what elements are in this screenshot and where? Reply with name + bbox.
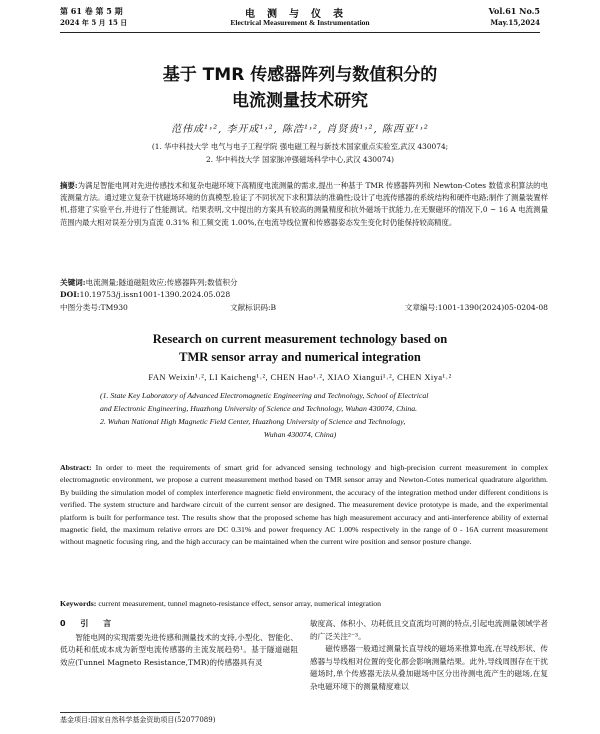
affiliation-zh-2: 2. 华中科技大学 国家脉冲强磁场科学中心,武汉 430074) — [206, 155, 394, 164]
affiliations-zh — [60, 140, 540, 166]
abstract-en-label: Abstract: — [60, 463, 92, 472]
volume-cn: 第 61 卷 第 5 期 — [60, 6, 123, 16]
title-zh-line2: 电流测量技术研究 — [232, 91, 368, 111]
section-number: 0 — [60, 619, 72, 628]
abstract-zh-text: 为满足智能电网对先进传感技术和复杂电磁环境下高精度电流测量的需求,提出一种基于 TMR 传感器阵列和 Newton-Cotes 数值求积算法的电流测量方法。通过建立复杂干扰磁场环境的仿真模型,验证了不同状况下求积算法的准确性;设计了电流传感器的系统结构和硬件电路;制作了测量装置样机,搭建了实验平台,并进行了性能测试。结果表明,文中提出的方案具有较高的测量精度和抗外磁场干扰能力,在无聚磁环的情况下,0 ~ 16 A 电流测量范围内最大相对误差分别为直流 0.31% 和工频交流 1.00%,在电流导线位置和传感器姿态发生变化时仍能保持较高精度。 — [60, 181, 548, 227]
body-column-right — [310, 618, 548, 694]
abstract-zh-label: 摘要: — [60, 181, 78, 190]
journal-name-en: Electrical Measurement & Instrumentation — [230, 18, 370, 27]
affiliation-en-4: Wuhan 430074, China) — [263, 430, 337, 439]
affiliations-en — [100, 389, 500, 441]
authors-zh: 范伟成¹˒², 李开成¹˒², 陈浩¹˒², 肖贤贵¹˒², 陈西亚¹˒² — [171, 124, 429, 135]
section-heading — [60, 618, 298, 631]
affiliation-en-3: 2. Wuhan National High Magnetic Field Center, Huazhong University of Science and Technology, — [100, 417, 406, 426]
clc-number: 中图分类号:TM930 — [60, 303, 128, 312]
keywords-en-text: current measurement, tunnel magneto-resistance effect, sensor array, numerical integration — [98, 599, 382, 608]
date-cn: 2024 年 5 月 15 日 — [60, 18, 128, 27]
header-divider — [60, 32, 540, 33]
authors-en: FAN Weixin¹˒², LI Kaicheng¹˒², CHEN Hao¹˒², XIAO Xiangui¹˒², CHEN Xiya¹˒² — [148, 372, 452, 382]
body-paragraph-right-2: 磁传感器一般通过测量长直导线的磁场来推算电流,在导线形状、传感器与导线相对位置的变化都会影响测量结果。此外,导线周围存在干扰磁场时,单个传感器无法从叠加磁场中区分出待测电流产生的磁场,在复杂电磁环境下的测量精度难以 — [310, 644, 548, 691]
doi — [60, 289, 548, 301]
volume-en: Vol.61 No.5 — [488, 6, 540, 16]
date-en: May.15,2024 — [490, 18, 540, 27]
body-paragraph-left: 智能电网的实现需要先进传感和测量技术的支持,小型化、智能化、低功耗和低成本成为新型电流传感器的主流发展趋势¹。基于隧道磁阻效应(Tunnel Magneto Resistance,TMR)的传感器具有灵 — [60, 632, 298, 667]
title-en-line1: Research on current measurement technology based on — [152, 332, 448, 346]
section-title: 引 言 — [80, 619, 118, 628]
title-en — [60, 330, 540, 366]
abstract-en — [60, 462, 548, 549]
keywords-en — [60, 598, 548, 610]
document-code: 文献标识码:B — [230, 303, 277, 312]
journal-subheader — [60, 18, 540, 30]
body-paragraph-right-1: 敏度高、体积小、功耗低且交直流均可测的特点,引起电流测量领域学者的广泛关注²⁻³。 — [310, 619, 548, 641]
keywords-zh — [60, 277, 548, 289]
doi-text: 10.19753/j.issn1001-1390.2024.05.028 — [79, 290, 231, 299]
abstract-en-text: In order to meet the requirements of smart grid for advanced sensing technology and high-precision current measurement in complex electromagnetic environment, we propose a current measurement method based on TMR sensor array and Newton-Cotes numerical quadrature algorithm. By building the simulation model of complex interference magnetic field environment, the accuracy of the integration method under different conditions is verified. The system structure and hardware circuit of the current sensor are designed. The measurement device prototype is made, and the experimental platform is built for performance test. The results show that the proposed scheme has high measurement accuracy and anti-interference ability of external magnetic field, the maximum relative errors are DC 0.31% and power frequency AC 1.00% respectively in the range of 0 - 16A current measurement without magnetic focusing ring, and the high accuracy can be maintained when the current wire position and sensor posture change. — [60, 463, 548, 547]
title-zh — [60, 62, 540, 114]
article-number: 文章编号:1001-1390(2024)05-0204-08 — [404, 303, 548, 312]
abstract-zh — [60, 180, 548, 229]
footnote-funding: 基金项目:国家自然科学基金资助项目(52077089) — [60, 716, 216, 724]
title-en-line2: TMR sensor array and numerical integration — [179, 350, 421, 364]
doi-label: DOI: — [60, 290, 80, 299]
keywords-zh-text: 电流测量;隧道磁阻效应;传感器阵列;数值积分 — [85, 278, 238, 287]
footnote-divider — [60, 712, 180, 713]
keywords-en-label: Keywords: — [60, 599, 97, 608]
journal-name-cn: 电测与仪表 — [245, 9, 355, 20]
classification-row — [60, 302, 548, 314]
affiliation-en-2: and Electronic Engineering, Huazhong University of Science and Technology, Wuhan 430074, China. — [100, 404, 418, 413]
title-zh-line1: 基于 TMR 传感器阵列与数值积分的 — [162, 65, 438, 85]
affiliation-en-1: (1. State Key Laboratory of Advanced Electromagnetic Engineering and Technology, School of Electrical — [100, 391, 429, 400]
body-column-left — [60, 618, 298, 669]
keywords-zh-label: 关键词: — [60, 278, 86, 287]
affiliation-zh-1: (1. 华中科技大学 电气与电子工程学院 强电磁工程与新技术国家重点实验室,武汉 430074; — [151, 142, 449, 151]
